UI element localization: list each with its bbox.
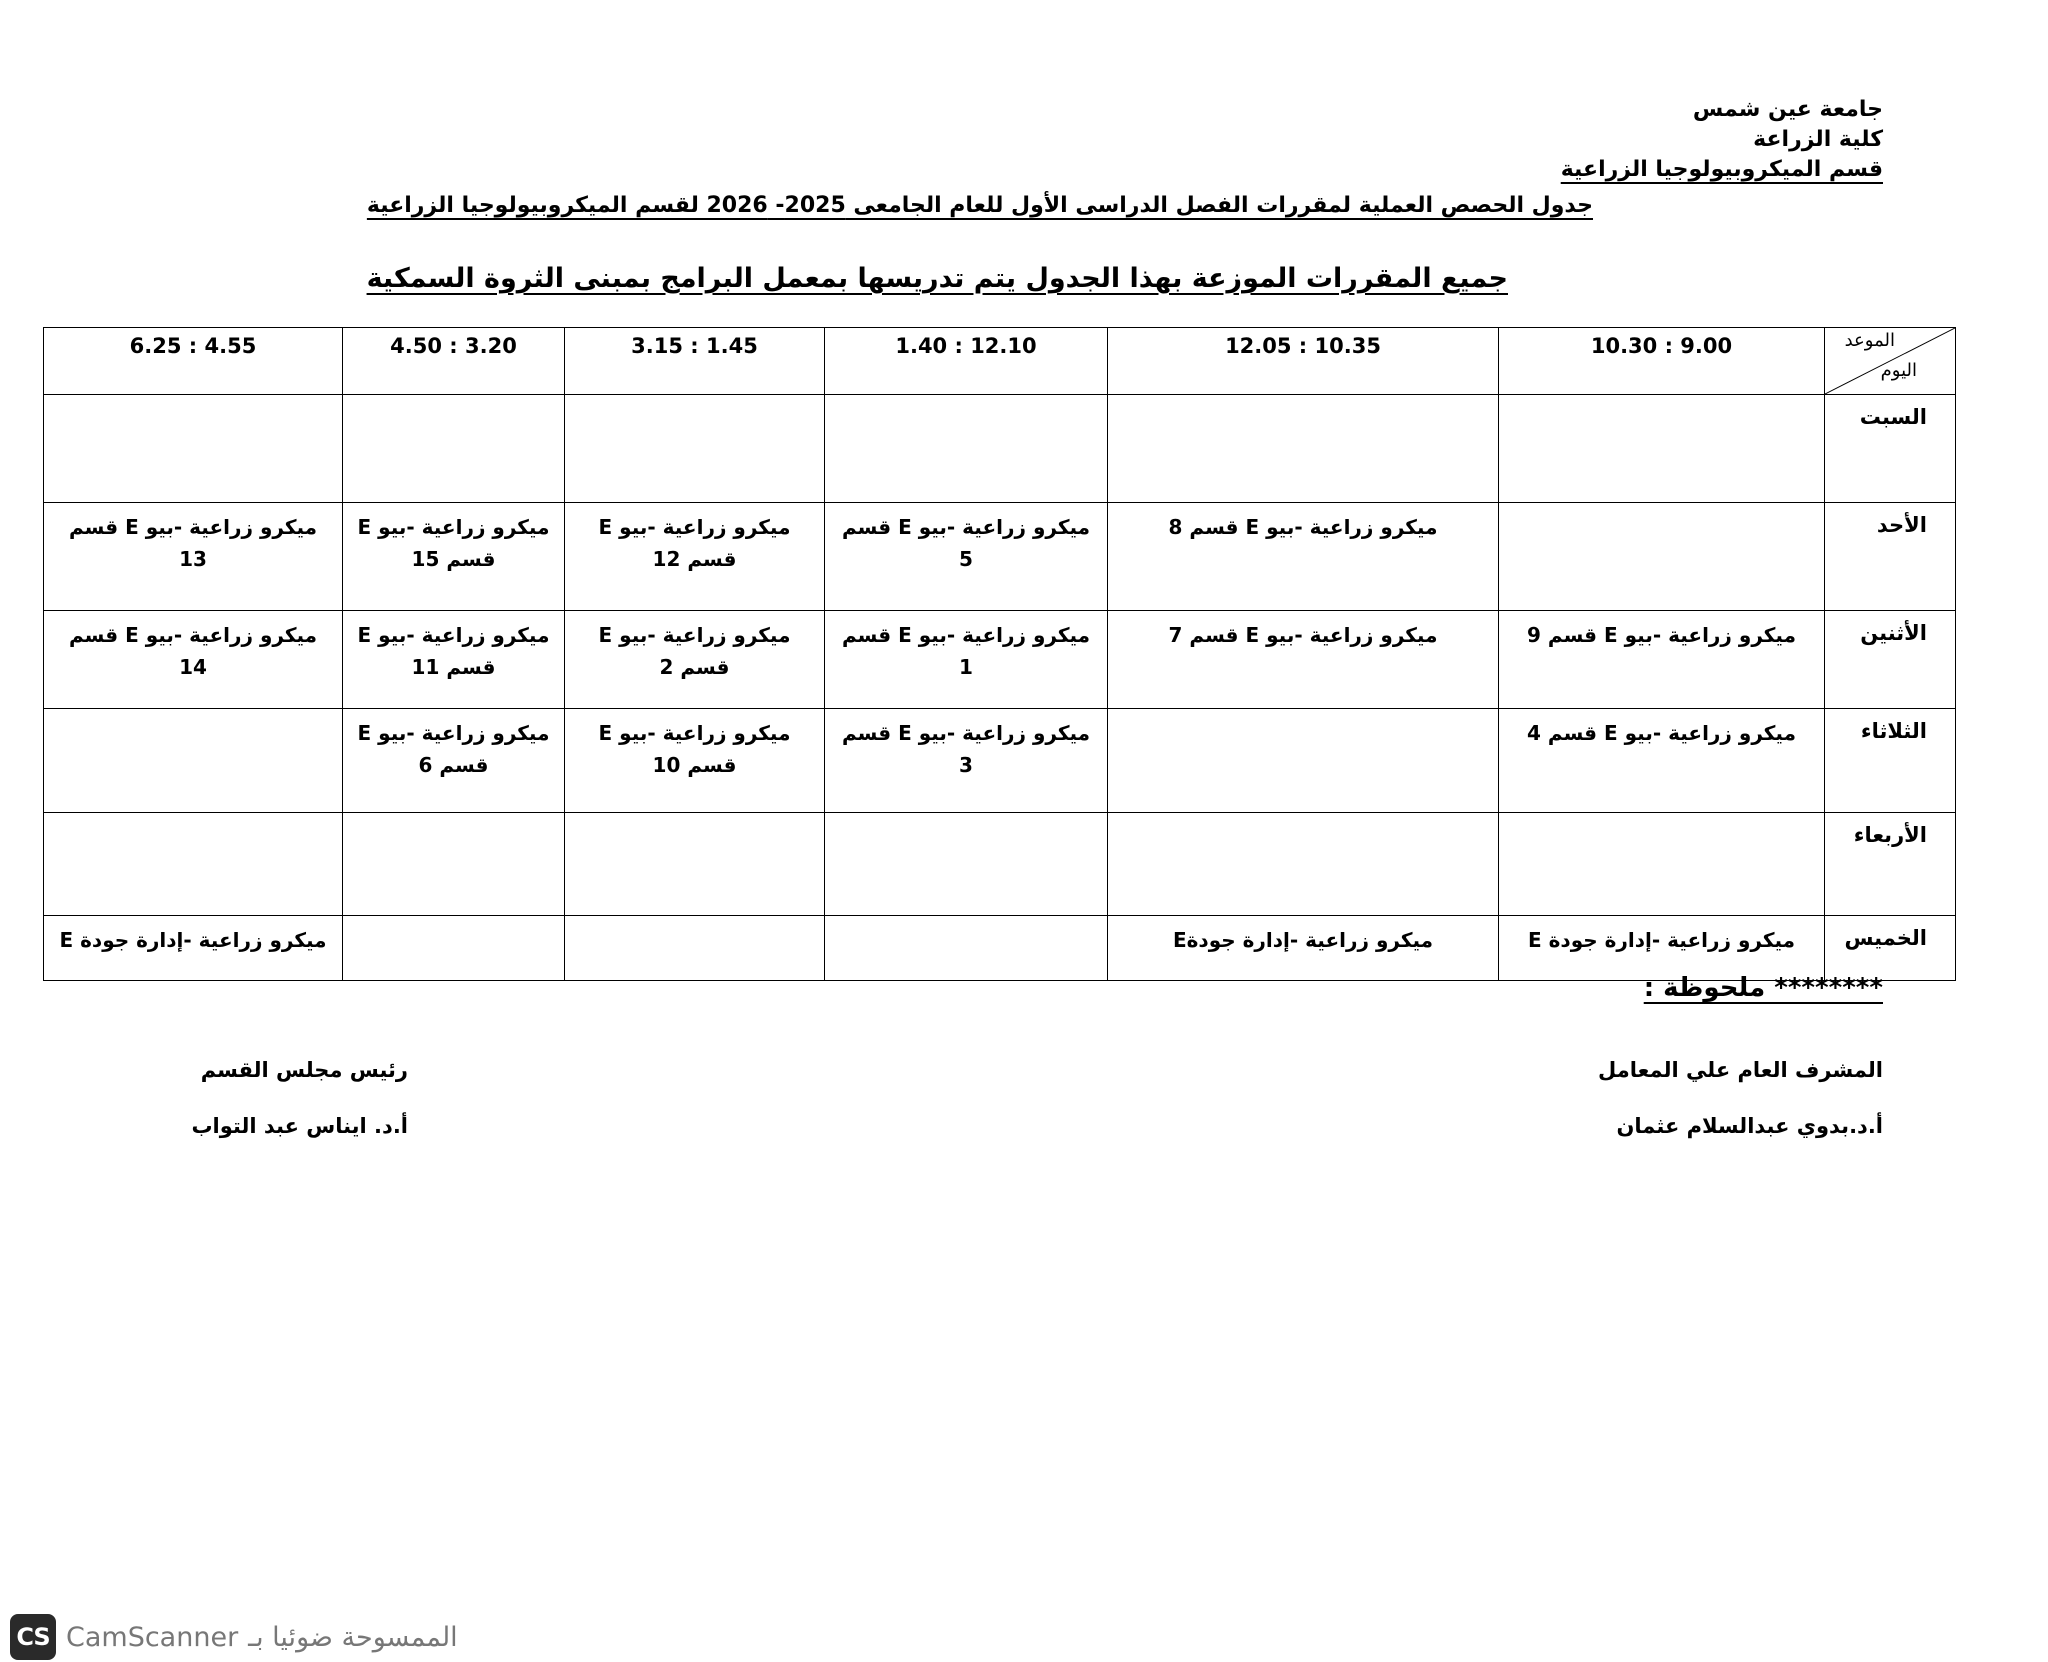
- schedule-cell: [44, 395, 343, 503]
- signature-supervisor: [1598, 1042, 1883, 1154]
- schedule-cell: [44, 611, 343, 709]
- department-head-name: أ.د. ايناس عبد التواب: [191, 1114, 408, 1138]
- schedule-cell: [565, 395, 825, 503]
- cell-text: ميكرو زراعية -بيو E قسم 12: [598, 515, 791, 571]
- schedule-cell: [44, 916, 343, 981]
- schedule-cell: [1108, 709, 1499, 813]
- header-row: [44, 328, 1956, 395]
- table-row: [44, 916, 1956, 981]
- department-name: قسم الميكروبيولوجيا الزراعية: [1560, 157, 1883, 182]
- schedule-cell: [343, 503, 565, 611]
- supervisor-name: أ.د.بدوي عبدالسلام عثمان: [1616, 1114, 1883, 1138]
- schedule-cell: [1499, 395, 1825, 503]
- table-row: [44, 813, 1956, 916]
- schedule-cell: [565, 709, 825, 813]
- slot-header: 12.05 : 10.35: [1108, 328, 1499, 395]
- cell-text: ميكرو زراعية -بيو E قسم 6: [357, 721, 550, 777]
- slot-header: 4.50 : 3.20: [343, 328, 565, 395]
- day-label: الثلاثاء: [1825, 709, 1956, 813]
- schedule-cell: [1108, 395, 1499, 503]
- schedule-table: [43, 327, 1956, 981]
- slot-header: 6.25 : 4.55: [44, 328, 343, 395]
- schedule-cell: [565, 503, 825, 611]
- schedule-cell: [825, 813, 1108, 916]
- schedule-cell: [1108, 611, 1499, 709]
- corner-cell: [1825, 328, 1956, 395]
- cell-text: ميكرو زراعية -إدارة جودة E: [59, 928, 327, 952]
- day-label: الخميس: [1825, 916, 1956, 981]
- day-label: الأثنين: [1825, 611, 1956, 709]
- cell-text: ميكرو زراعية -بيو E قسم 14: [68, 623, 318, 679]
- schedule-cell: [1108, 503, 1499, 611]
- cell-text: ميكرو زراعية -بيو E قسم 10: [598, 721, 791, 777]
- cell-text: ميكرو زراعية -بيو E قسم 8: [1168, 515, 1438, 539]
- schedule-cell: [343, 916, 565, 981]
- cell-text: ميكرو زراعية -بيو E قسم 15: [357, 515, 550, 571]
- cell-text: ميكرو زراعية -بيو E قسم 11: [357, 623, 550, 679]
- corner-day-label: اليوم: [1880, 360, 1917, 381]
- schedule-cell: [44, 503, 343, 611]
- cell-text: ميكرو زراعية -بيو E قسم 13: [68, 515, 318, 571]
- document-subtitle: جميع المقررات الموزعة بهذا الجدول يتم تدريسها بمعمل البرامج بمبنى الثروة السمكية: [366, 263, 1508, 294]
- schedule-cell: [44, 813, 343, 916]
- schedule-cell: [565, 611, 825, 709]
- schedule-cell: [825, 395, 1108, 503]
- corner-time-label: الموعد: [1844, 330, 1895, 351]
- note-label: ******** ملحوظة :: [1643, 973, 1883, 1003]
- camscanner-logo-icon: CS: [10, 1614, 56, 1660]
- slot-header: 3.15 : 1.45: [565, 328, 825, 395]
- schedule-cell: [825, 611, 1108, 709]
- cell-text: ميكرو زراعية -إدارة جودةE: [1172, 928, 1434, 952]
- cell-text: ميكرو زراعية -بيو E قسم 7: [1168, 623, 1438, 647]
- camscanner-text: CamScanner: [66, 1621, 239, 1653]
- table-row: [44, 611, 1956, 709]
- schedule-cell: [825, 709, 1108, 813]
- day-label: السبت: [1825, 395, 1956, 503]
- table-row: [44, 503, 1956, 611]
- schedule-cell: [1499, 813, 1825, 916]
- cell-text: ميكرو زراعية -إدارة جودة E: [1527, 928, 1796, 952]
- schedule-cell: [343, 709, 565, 813]
- schedule-cell: [1499, 709, 1825, 813]
- cell-text: ميكرو زراعية -بيو E قسم 9: [1527, 623, 1796, 647]
- cell-text: ميكرو زراعية -بيو E قسم 5: [841, 515, 1091, 571]
- camscanner-watermark: [10, 1612, 458, 1662]
- university-name: جامعة عين شمس: [1692, 97, 1883, 122]
- schedule-cell: [1108, 916, 1499, 981]
- slot-header: 1.40 : 12.10: [825, 328, 1108, 395]
- schedule-cell: [44, 709, 343, 813]
- table-row: [44, 395, 1956, 503]
- scanned-by-text: الممسوحة ضوئيا بـ: [248, 1621, 458, 1653]
- department-head-title: رئيس مجلس القسم: [200, 1058, 408, 1082]
- schedule-cell: [1499, 611, 1825, 709]
- schedule-cell: [343, 611, 565, 709]
- cell-text: ميكرو زراعية -بيو E قسم 4: [1527, 721, 1796, 745]
- schedule-cell: [565, 813, 825, 916]
- cell-text: ميكرو زراعية -بيو E قسم 1: [841, 623, 1091, 679]
- document-title: جدول الحصص العملية لمقررات الفصل الدراسى الأول للعام الجامعى 2025- 2026 لقسم الميكروبيولوجيا الزراعية: [366, 193, 1593, 218]
- cell-text: ميكرو زراعية -بيو E قسم 3: [841, 721, 1091, 777]
- signature-department-head: [191, 1042, 408, 1154]
- schedule-cell: [343, 813, 565, 916]
- table-row: [44, 709, 1956, 813]
- day-label: الأربعاء: [1825, 813, 1956, 916]
- schedule-cell: [343, 395, 565, 503]
- schedule-cell: [825, 916, 1108, 981]
- supervisor-title: المشرف العام علي المعامل: [1598, 1058, 1883, 1082]
- slot-header: 10.30 : 9.00: [1499, 328, 1825, 395]
- schedule-cell: [1499, 503, 1825, 611]
- institution-block: [1561, 95, 1883, 185]
- schedule-cell: [1499, 916, 1825, 981]
- schedule-cell: [1108, 813, 1499, 916]
- faculty-name: كلية الزراعة: [1753, 127, 1883, 152]
- day-label: الأحد: [1825, 503, 1956, 611]
- schedule-cell: [565, 916, 825, 981]
- schedule-cell: [825, 503, 1108, 611]
- cell-text: ميكرو زراعية -بيو E قسم 2: [598, 623, 791, 679]
